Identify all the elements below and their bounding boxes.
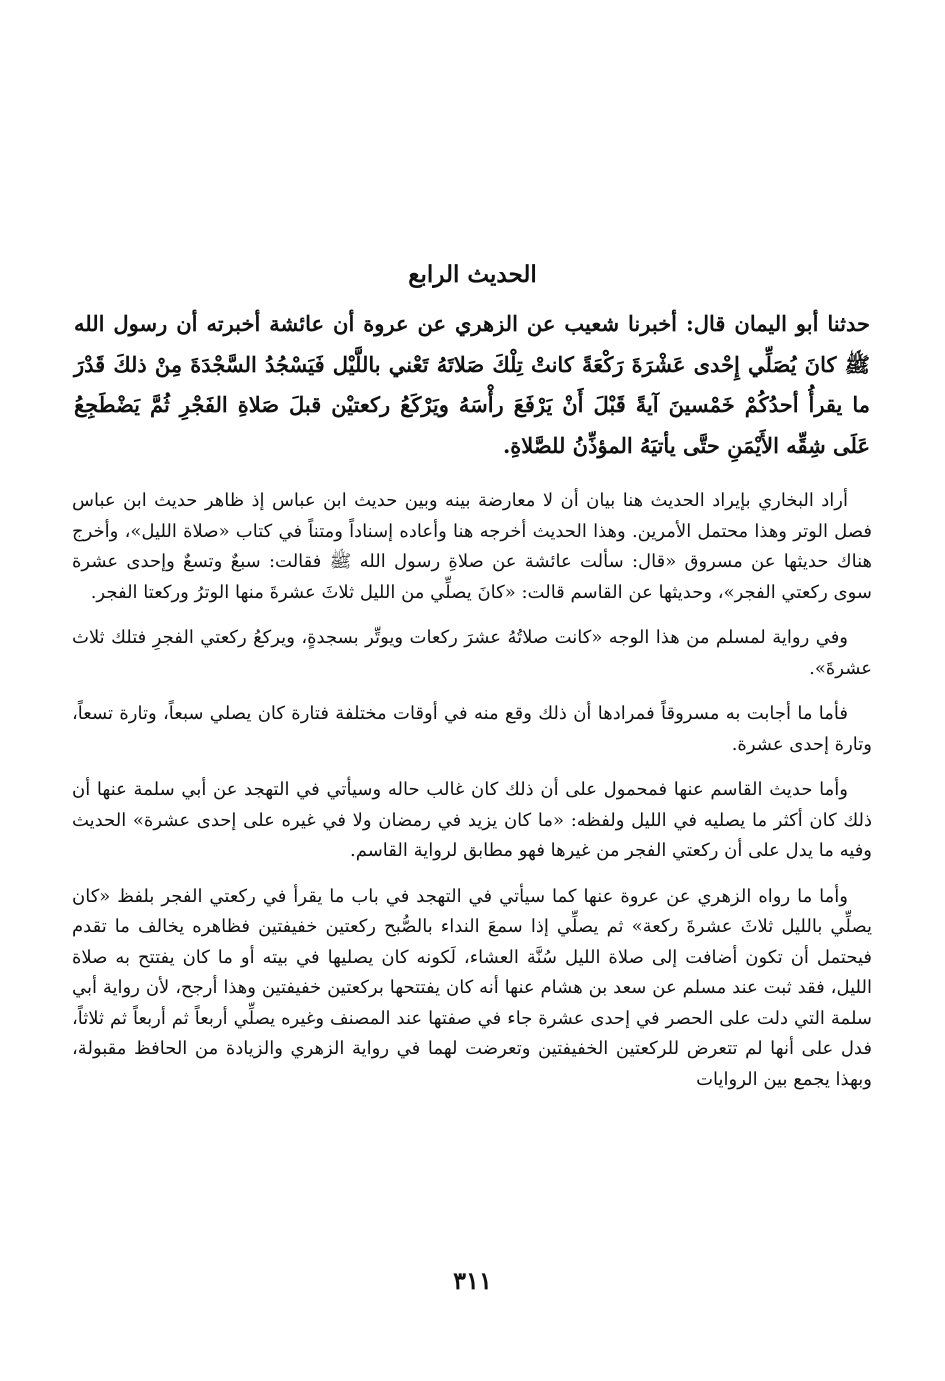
commentary-paragraph-4: وأما حديث القاسم عنها فمحمول على أن ذلك كان غالب حاله وسيأتي في التهجد عن أبي سلمة عنها أن ذلك كان أكثر ما يصليه في الليل ولفظه: «ما كان يزيد في رمضان ولا في غيره على إحدى عشرة» الحديث وفيه ما يدل على أن ركعتي الفجر من غيرها فهو مطابق لرواية القاسم. xyxy=(72,779,872,861)
commentary-paragraph-2: وفي رواية لمسلم من هذا الوجه «كانت صلاتُهُ عشرَ ركعات ويوتِّر بسجدةٍ، ويركعُ ركعتي الفجرِ فتلك ثلاث عشرةَ». xyxy=(72,627,872,679)
commentary-paragraph-3: فأما ما أجابت به مسروقاً فمرادها أن ذلك وقع منه في أوقات مختلفة فتارة كان يصلي سبعاً، وتارة تسعاً، وتارة إحدى عشرة. xyxy=(72,703,872,755)
hadith-text-block xyxy=(74,304,870,466)
page-number: ٣١١ xyxy=(453,1266,492,1295)
section-heading: الحديث الرابع xyxy=(408,261,537,288)
hadith-paragraph: حدثنا أبو اليمان قال: أخبرنا شعيب عن الزهري عن عروة أن عائشة أخبرته أن رسول الله ﷺ كانَ يُصَلِّي إِحْدى عَشْرَةَ رَكْعَةً كانتْ تِلْكَ صَلاتَهُ تَعْني باللَّيْل فَيَسْجُدُ السَّجْدَةَ مِنْ ذلكَ قَدْرَ ما يقرأُ أحدُكُمْ خَمْسينَ آيةً قَبْلَ أَنْ يَرْفَعَ رأْسَهُ ويَرْكَعُ ركعتيْن قبلَ صَلاةِ الفَجْرِ ثُمَّ يَضْطَجِعُ عَلَى شِقِّه الأَيْمَنِ حتَّى يأتيَهُ المؤذِّنُ للصَّلاةِ. xyxy=(74,311,870,458)
commentary-paragraph-1: أراد البخاري بإيراد الحديث هنا بيان أن لا معارضة بينه وبين حديث ابن عباس إذ ظاهر حديث ابن عباس فصل الوتر وهذا محتمل الأمرين. وهذا الحديث أخرجه هنا وأعاده إسناداً ومتناً في كتاب «صلاة الليل»، وأخرج هناك حديثها عن مسروق «قال: سألت عائشة عن صلاةِ رسول الله ﷺ فقالت: سبعٌ وتسعٌ وإحدى عشرة سوى ركعتي الفجر»، وحديثها عن القاسم قالت: «كانَ يصلِّي من الليل ثلاثَ عشرةَ منها الوترُ وركعتا الفجر. xyxy=(72,490,872,603)
commentary-paragraph-5: وأما ما رواه الزهري عن عروة عنها كما سيأتي في التهجد في باب ما يقرأ في ركعتي الفجر بلفظ «كان يصلِّي بالليل ثلاثَ عشرةَ ركعة» ثم يصلِّي إذا سمعَ النداء بالصُّبح ركعتين خفيفتين فظاهره يخالف ما تقدم فيحتمل أن تكون أضافت إلى صلاة الليل سُنَّة العشاء، لَكونه كان يصليها في بيته أو ما كان يفتتح به صلاة الليل، فقد ثبت عند مسلم عن سعد بن هشام عنها أنه كان يفتتحها بركعتين خفيفتين وهذا أرجح، لأن رواية أبي سلمة التي دلت على الحصر في إحدى عشرة جاء في صفتها عند المصنف وغيره يصلِّي أربعاً ثم أربعاً ثم ثلاثاً، فدل على أنها لم تتعرض للركعتين الخفيفتين وتعرضت لهما في رواية الزهري والزيادة من الحافظ مقبولة، وبهذا يجمع بين الروايات xyxy=(72,885,872,1090)
commentary-block xyxy=(72,486,872,1110)
